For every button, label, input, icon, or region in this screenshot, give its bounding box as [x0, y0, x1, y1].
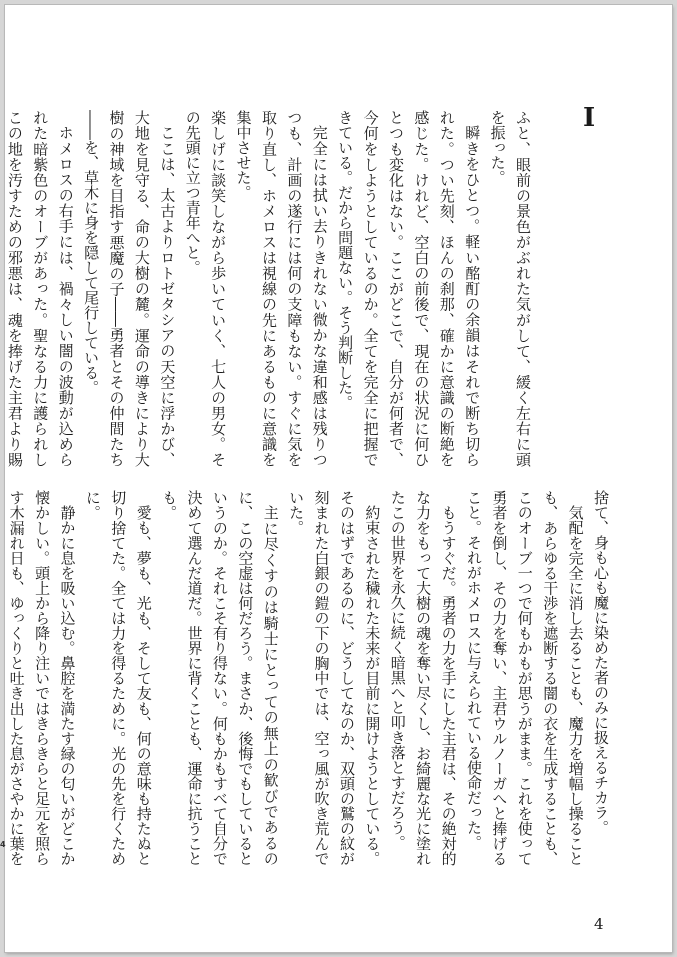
paragraph: もうすぐだ。勇者の力を手にした主君は、その絶対的な力をもって大樹の魂を奪い尽くし、お綺麗な光に塗れたこの世界を永久に続く暗黒へと叩き落とすだろう。	[388, 490, 458, 866]
paragraph: 静かに息を吸い込む。鼻腔を満たす緑の匂いがどこか懐かしい。頭上から降り注いではきらきらと足元を照らす木漏れ日も、ゆっくりと吐き出した息がさやかに葉を	[7, 490, 77, 866]
paragraph: 瞬きをひとつ。軽い酩酊の余韻はそれで断ち切られた。つい先刻、ほんの刹那、確かに意識の断絶を感じた。けれど、空白の前後で、現在の状況に何ひとつも変化はない。ここがどこで、自分が何者で、今何をしようとしているのか。全てを完全に把握できている。だから問題ない。そう判断した。	[336, 110, 482, 467]
page-number: 4	[594, 915, 604, 933]
paragraph: 楽しげに談笑しながら歩いていく、七人の男女。その先頭に立つ青年へと。	[183, 110, 228, 467]
paragraph: ふと、眼前の景色がぶれた気がして、緩く左右に頭を振った。	[488, 110, 532, 467]
paragraph: 気配を完全に消し去ることも、魔力を増幅し操ることも、あらゆる干渉を遮断する闇の衣を生成することも、このオーブ一つで何もかもが思うがまま。これを使って勇者を倒し、その力を奪い、主君ウルノーガへと捧げること。それがホメロスに与えられている使命だった。	[464, 490, 585, 866]
bottom-text-block	[7, 490, 613, 866]
document-page	[5, 5, 672, 952]
top-text-block	[5, 110, 535, 467]
chapter-heading: I	[583, 103, 596, 133]
side-page-marker: 4	[0, 840, 6, 849]
paragraph: 捨て、身も心も魔に染めた者のみに扱えるチカラ。	[592, 490, 610, 835]
paragraph: 約束された穢れた未来が目前に開けようとしている。そのはずであるのに、どうしてなのか、双頭の鷲の紋が刻まれた白銀の鎧の下の胸中では、空っ風が吹き荒んでいた。	[287, 490, 382, 866]
paragraph: 愛も、夢も、光も、そして友も、何の意味も持たぬと切り捨てた。全ては力を得るために。光の先を行くために。	[83, 490, 153, 866]
paragraph: ホメロスの右手には、禍々しい闇の波動が込められた暗紫色のオーブがあった。聖なる力に護られしこの地を汚すための邪悪は、魂を捧げた主君より賜	[5, 110, 75, 467]
paragraph: ここは、太古よりロトゼタシアの天空に浮かび、大地を見守る、命の大樹の麓。運命の導きにより大樹の神域を目指す悪魔の子――勇者とその仲間たち――を、草木に身を隠して尾行している。	[82, 110, 177, 467]
paragraph: 完全には拭い去りきれない微かな違和感は残りつつも、計画の遂行には何の支障もない。すぐに気を取り直し、ホメロスは視線の先にあるものに意識を集中させた。	[234, 110, 329, 467]
paragraph: 主に尽くすのは騎士にとっての無上の歓びであるのに、この空虚は何だろう。まさか、後悔でもしているというのか。それこそ有り得ない。何もかもすべて自分で決めて選んだ道だ。世界に背くことも、運命に抗うことも。	[160, 490, 280, 866]
